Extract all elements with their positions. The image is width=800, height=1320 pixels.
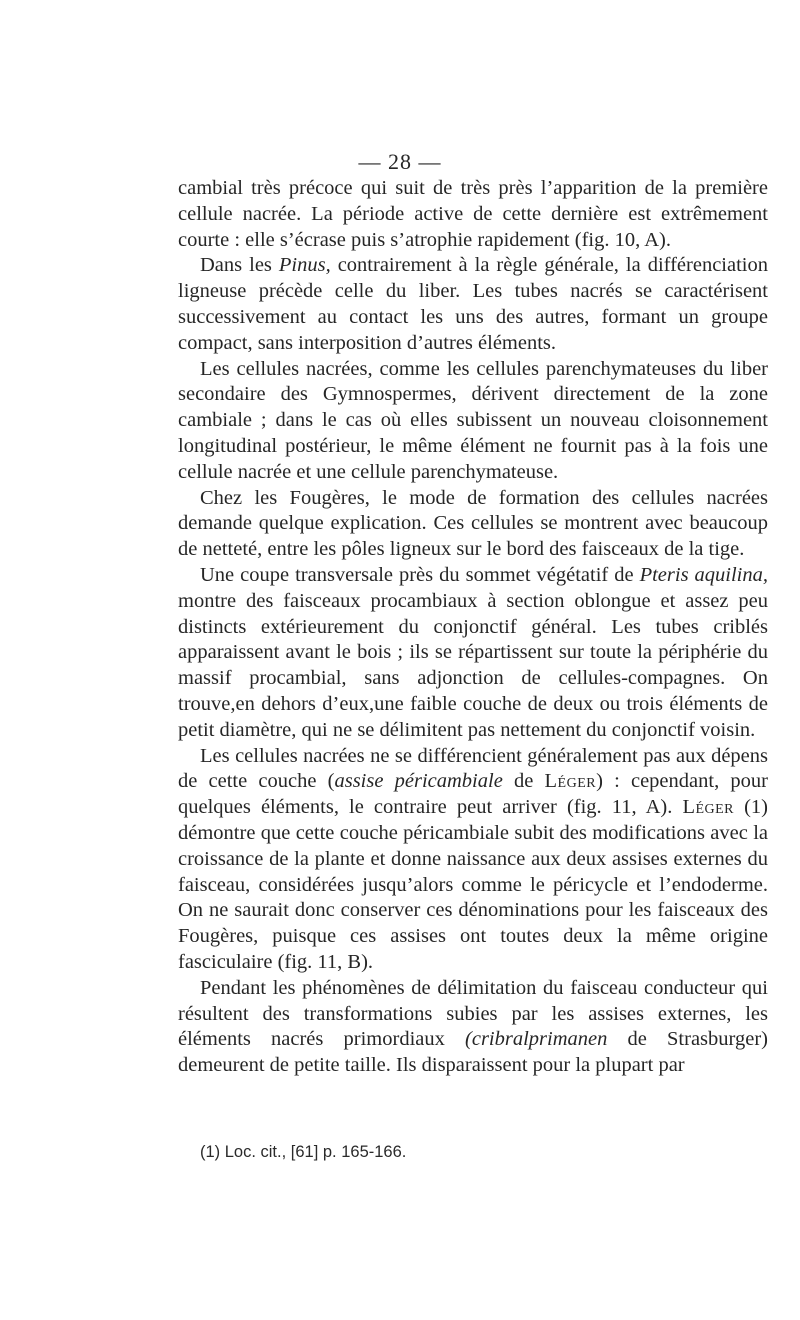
text-run: de bbox=[502, 770, 545, 793]
paragraph bbox=[178, 357, 768, 486]
paragraph bbox=[178, 563, 768, 744]
text-run: ) : cependant, pour quelques éléments, le contraire peut arriver (fig. 11, A). bbox=[178, 770, 768, 819]
paragraph bbox=[178, 976, 768, 1079]
text-run: de Strasburger) demeurent de petite taille. Ils disparaissent pour la plupart par bbox=[178, 1028, 768, 1077]
text-run: Les cellules nacrées ne se différencient généralement pas aux dépens de cette couche ( bbox=[178, 744, 768, 793]
paragraph bbox=[178, 744, 768, 976]
italic-term: Pteris aquilina, bbox=[639, 563, 769, 586]
paragraph bbox=[178, 486, 768, 563]
text-run: montre des faisceaux procambiaux à section oblongue et assez peu distincts extérieurement du conjonctif général. Les tubes criblés apparaissent avant le bois ; ils se répartissent sur toute la périphérie du massif procambial, sans adjonction de cellules-compagnes. On trouve,en dehors d’eux,une faible couche de deux ou trois éléments de petit diamètre, qui ne se délimitent pas nettement du conjonctif voisin. bbox=[178, 589, 768, 741]
italic-term: assise péricambiale bbox=[334, 770, 503, 793]
author-name: Léger bbox=[544, 770, 597, 793]
text-run: Chez les Fougères, le mode de formation des cellules nacrées demande quelque explication. Ces cellules se montrent avec beaucoup de netteté, entre les pôles ligneux sur le bord des faisceaux de la tige. bbox=[178, 486, 768, 561]
italic-term: Pinus, bbox=[278, 254, 331, 277]
paragraph bbox=[178, 253, 768, 356]
text-run: Pendant les phénomènes de délimitation du faisceau conducteur qui résultent des transformations subies par les assises externes, les éléments nacrés primordiaux bbox=[178, 976, 768, 1051]
paragraph bbox=[178, 176, 768, 253]
page-number: — 28 — bbox=[358, 149, 442, 174]
body-text bbox=[178, 176, 768, 1079]
footnote: (1) Loc. cit., [61] p. 165-166. bbox=[200, 1143, 407, 1161]
text-run: Une coupe transversale près du sommet végétatif de bbox=[200, 563, 640, 586]
text-run: Dans les bbox=[200, 254, 279, 277]
author-name: Léger bbox=[682, 796, 735, 819]
text-run: Les cellules nacrées, comme les cellules parenchymateuses du liber secondaire des Gymnospermes, dérivent directement de la zone cambiale ; dans le cas où elles subissent un nouveau cloisonnement longitudinal postérieur, le même élément ne fournit pas à la fois une cellule nacrée et une cellule parenchymateuse. bbox=[178, 357, 768, 483]
italic-term: (cribralprimanen bbox=[465, 1028, 608, 1051]
text-run: contrairement à la règle générale, la différenciation ligneuse précède celle du liber. Les tubes nacrés se caractérisent successivement au contact les uns des autres, formant un groupe compact, sans interposition d’autres éléments. bbox=[178, 254, 768, 354]
text-run: (1) démontre que cette couche péricambiale subit des modifications avec la croissance de la plante et donne naissance aux deux assises externes du faisceau, considérées jusqu’alors comme le péricycle et l’endoderme. On ne saurait donc conserver ces dénominations pour les faisceaux des Fougères, puisque ces assises ont toutes deux la même origine fasciculaire (fig. 11, B). bbox=[178, 796, 769, 973]
text-run: cambial très précoce qui suit de très près l’apparition de la première cellule nacrée. La période active de cette dernière est extrêmement courte : elle s’écrase puis s’atrophie rapidement (fig. 10, A). bbox=[178, 177, 768, 251]
